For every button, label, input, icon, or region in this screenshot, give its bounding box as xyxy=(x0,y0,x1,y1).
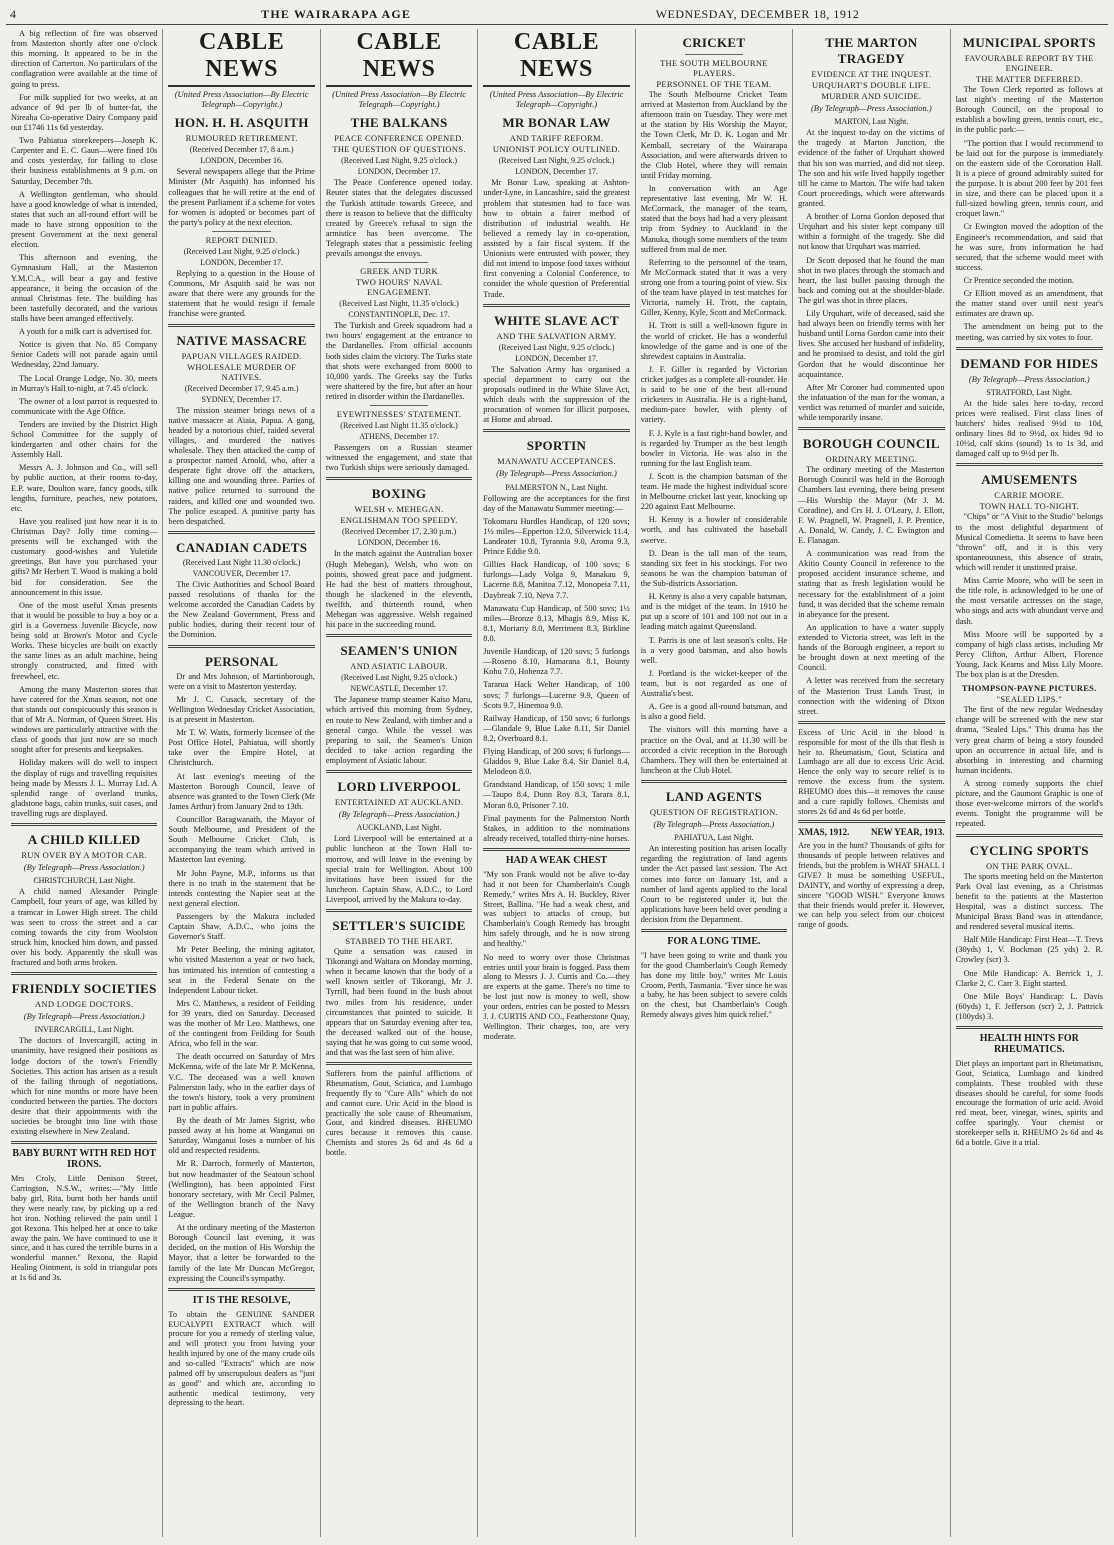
cricket-paragraph: The South Melbourne Cricket Team arrived at Masterton from Auckland by the afternoon train on Tuesday. They were met at the station by His Worship the Mayor, the Town Clerk, Mr D. K. Logan and Mr Kemball, secretary of the Wairarapa Association, and were afterwards driven to the Club Hotel, where they will remain until Friday morning. xyxy=(640,90,788,180)
xmas-right: NEW YEAR, 1913. xyxy=(871,827,945,838)
white-slave-sub: AND THE SALVATION ARMY. xyxy=(496,330,617,341)
report-denied-received: (Received Last Night, 9.25 o'clock.) xyxy=(183,247,300,257)
eyewitness-received: (Received Last Night 11.35 o'clock.) xyxy=(340,421,458,431)
seamens-union-title: SEAMEN'S UNION xyxy=(340,643,458,659)
land-agents-text: An interesting position has arisen locally regarding the registration of land agents under the Act passed last session. The Act comes into force on January 1st, and a number of land agents applied to the local Court to be registered under it, but the applications have been held over pending a decision from the Department. xyxy=(640,844,788,924)
divider xyxy=(326,477,472,480)
race-entry: Gillies Hack Handicap, of 100 sovs; 6 furlongs—Lady Volga 9, Manakau 9, Lacerne 8.8, Manitoa 7.12, Monopeia 7.11, Daybreak 7.10, Neva 7.7. xyxy=(483,560,630,600)
news-paragraph: Two Pahiatua storekeepers—Joseph K. Carpenter and E. C. Gaun—were fined 10s and costs yesterday, for failing to close their business establishments at 9 p.m. on Saturday, December 7th. xyxy=(11,136,158,186)
balkans-sub1: PEACE CONFERENCE OPENED. xyxy=(334,133,464,144)
cycling-sub: ON THE PARK OVAL. xyxy=(985,860,1073,871)
divider xyxy=(956,834,1103,837)
divider xyxy=(370,405,429,406)
cable-news-credit: (United Press Association—By Electric Telegraph—Copyright.) xyxy=(489,89,624,110)
race-intro: Following are the acceptances for the first day of the Manawatu Summer meeting:— xyxy=(483,493,630,513)
column-2 xyxy=(163,29,320,1537)
white-slave-title: WHITE SLAVE ACT xyxy=(494,312,619,328)
cable-news-credit: (United Press Association—By Electric Telegraph—Copyright.) xyxy=(174,89,309,110)
curtis-advert: No need to worry over those Christmas entries until your brain is fogged. Pass them along to Messrs J. J. Curtis and Co.—they are experts at the game. There's no time to be lost just now is money to well, show your orders, entries can be posted to Messrs J. J. CURTIS AND CO., Featherstone Quay, Wellington. Their charges, too, are very moderate. xyxy=(483,952,630,1041)
sporting-title: SPORTIN xyxy=(526,438,587,454)
marton-paragraph: After Mr Coroner had commented upon the infatuation of the man for the woman, a verdict was returned of murder and suicide, while temporarily insane. xyxy=(798,382,945,423)
friendly-societies-sub: AND LODGE DOCTORS. xyxy=(34,999,134,1010)
municipal-sports-sub1: FAVOURABLE REPORT BY THE ENGINEER. xyxy=(964,53,1094,73)
settlers-suicide-sub: STABBED TO THE HEART. xyxy=(345,936,453,947)
news-paragraph: A youth for a milk cart is advertised for. xyxy=(19,327,152,337)
personal-item: Mr R. Darroch, formerly of Masterton, but now headmaster of the Seatoun school (Wellington), has been appointed First honorary secretary, with Mr Cecil Palmer, of the Wellington branch of the Navy League. xyxy=(168,1159,315,1220)
personal-item: Councillor Baragwanath, the Mayor of South Melbourne, and President of the South Melbourne Cricket Club, is accompanying the team which arrived in Masterton last evening. xyxy=(168,814,315,865)
race-entry: Tararua Hack Welter Handicap, of 100 sovs; 7 furlongs—Lucerne 9.9, Queen of Scots 9.7, Hinemoa 9.0. xyxy=(483,680,630,710)
balkans-received: (Received Last Night, 9.25 o'clock.) xyxy=(341,156,457,166)
personal-item: Passengers by the Makura included Captain Shaw, A.D.C., who joins the Governor's Staff. xyxy=(168,911,315,942)
masthead xyxy=(6,4,1108,25)
cricket-paragraph: J. Portland is the wicket-keeper of the team, but is not regarded as one of Australia's best. xyxy=(640,668,788,699)
boxing-sub1: WELSH v. MEHEGAN. xyxy=(354,504,444,515)
news-paragraph: For milk supplied for two weeks, at an advance of 9d per lb of butter-fat, the Nireaha Co-operative Dairy Company paid out £1746 11s 6d yesterday. xyxy=(11,92,158,132)
borough-paragraph: A letter was received from the secretary of the Masterton Trust Lands Trust, in connection with the widening of Dixon street. xyxy=(798,676,945,716)
bonar-law-text: Mr Bonar Law, speaking at Ashton-under-Lyne, in Lancashire, said the greatest problem that statesmen had to face was how to obtain a fairer method of distribution of industrial wealth. He believed a remedy lay in co-operation, assisted by a fair fiscal system. If the Unionists were entrusted with power, they did not intend to impose food taxes without first convening a Colonial Conference, to consider the whole question of Preferential Trade. xyxy=(483,178,630,299)
column-6 xyxy=(793,29,950,1537)
sporting-sub: MANAWATU ACCEPTANCES. xyxy=(497,456,616,467)
municipal-sports-body xyxy=(956,85,1103,343)
municipal-sports-sub2: THE MATTER DEFERRED. xyxy=(975,74,1083,84)
rheumo-advert: Excess of Uric Acid in the blood is responsible for most of the ills that flesh is heir to. Rheumatism, Gout, Sciatica and Lumbago are all due to excess Uric Acid. Hence the only way to secure relief is to remove the excess from the system. RHEUMO does this—it removes the cause and a cure rapidly follows. Chemists and stores 2s 6d and 4s 6d per bottle. xyxy=(798,727,945,816)
personal-item: Mr John Payne, M.P., informs us that there is no truth in the statement that he intends contesting the Napier seat at the next general election. xyxy=(168,868,315,908)
amusements-sub1: CARRIE MOORE. xyxy=(994,490,1065,501)
hides-dateline: STRATFORD, Last Night. xyxy=(986,387,1073,397)
column-4 xyxy=(478,29,635,1537)
divider xyxy=(370,262,429,263)
sporting-credit: (By Telegraph—Press Association.) xyxy=(496,468,617,479)
asquith-text: Several newspapers allege that the Prime Minister (Mr Asquith) has informed his colleagues that he will retire at the end of the present Parliament if a scheme for votes for women is adopted or becomes part of the party's policy at the next election. xyxy=(168,167,315,227)
municipal-paragraph: The amendment on being put to the meeting, was carried by six votes to four. xyxy=(955,322,1103,342)
land-agents-title: LAND AGENTS xyxy=(665,789,762,804)
news-paragraph: This afternoon and evening, the Gymnasium Hall, at the Masterton Y.M.C.A., will bear a gay and festive appearance, it being the occasion of the annual Christmas fete. The building has been tastefully decorated, and the various stalls have been arranged effectively. xyxy=(11,253,158,323)
borough-paragraph: An application to have a water supply extended to Victoria street, was left in the hands of the Borough engineer, a report to be brought down at next meeting of the Council. xyxy=(798,622,945,673)
race-entry: Grandstand Handicap, of 150 sovs; 1 mile—Taupo 8.4, Dunn Roy 8.3, Tarara 8.1, Moran 8.0, Prisoner 7.10. xyxy=(483,780,630,810)
cricket-paragraph: D. Dean is the tall man of the team, standing six feet in his stockings. For two seasons he was the champion batsman of the Sub-districts Association. xyxy=(640,548,788,589)
divider xyxy=(956,347,1103,350)
personal-item: Mr Peter Beeling, the mining agitator, who visited Masterton a year or two back, has intimated his intention of contesting a seat in the Federal Senate on the Independent Labour ticket. xyxy=(168,945,315,995)
borough-council-title: BOROUGH COUNCIL xyxy=(802,436,940,452)
municipal-paragraph: The Town Clerk reported as follows at last night's meeting of the Masterton Borough Council, on the proposal to establish a bowling green, tennis court, etc., in the public park:— xyxy=(955,85,1103,135)
news-paragraph: Notice is given that No. 85 Company Senior Cadets will not parade again until Wednesday, 22nd January. xyxy=(11,340,158,370)
amusements-body xyxy=(956,512,1103,680)
asquith-received: (Received December 17, 8 a.m.) xyxy=(189,145,294,155)
race-entry: Juvenile Handicap, of 120 sovs; 5 furlongs—Roseno 8.10, Hamarana 8.1, Bounty Kohu 7.0, Hohenza 7.7. xyxy=(483,647,630,677)
column-7 xyxy=(951,29,1108,1537)
weak-chest-text: "My son Frank would not be alive to-day had it not been for Chamberlain's Cough Remedy," writes Mrs A. H. Buckley, River Street, Ballina. "He had a weak chest, and was subject to attacks of croup, but Chamberlain's Cough Remedy has brought him safely through, and he is now strong and healthy." xyxy=(483,870,630,948)
personal-item: The death occurred on Saturday of Mrs McKenna, wife of the late Mr P. McKenna, V.C. The deceased was a well known Palmerston lady, who in the earlier days of the town's history, took a very prominent part in public affairs. xyxy=(168,1052,315,1112)
divider xyxy=(326,770,472,773)
report-denied-title: REPORT DENIED. xyxy=(205,235,278,246)
baby-burnt-text: Mrs Croly, Little Denison Street, Carrington, N.S.W., writes:—"My little baby girl, Rita, burnt both her hands until they were nearly raw, by picking up a red hot iron. Nothing relieved the pain until I got Rexona. This helped her at once to take away the pain. We have continued to use it since, and it has cured the terrible burns in a wonderful manner." Rexona, the Rapid Healing Ointment, is sold in triangular pots at 1s 6d and 3s. xyxy=(11,1174,158,1282)
child-killed-sub: RUN OVER BY A MOTOR CAR. xyxy=(21,850,148,861)
eyewitness-dateline: ATHENS, December 17. xyxy=(359,432,439,442)
marton-paragraph: Lily Urquhart, wife of deceased, said she had always been on friendly terms with her husband until Lorna Gordon came into their lives. She accused her husband of infidelity, and he promised to desist, and told the girl Gordon that he would discontinue her acquaintance. xyxy=(798,309,945,379)
balkans-title: THE BALKANS xyxy=(350,115,448,131)
long-time-text: "I have been going to write and thank you for the good Chamberlain's Cough Remedy has done my little boy," writes Mr Louis Croom, Perth, Tasmania. "Ever since he was a baby, he has been subject to severe colds on the chest, but Chamberlain's Cough Remedy always gives him quick relief." xyxy=(640,951,788,1020)
cycling-paragraph: Half Mile Handicap: First Heat—T. Trevs (30yds) 1, V. Bockman (25 yds) 2. R. Crowley (scr) 3. xyxy=(955,935,1103,965)
divider xyxy=(212,231,271,232)
asquith-sub: RUMOURED RETIREMENT. xyxy=(185,133,298,144)
cable-news-credit: (United Press Association—By Electric Telegraph—Copyright.) xyxy=(332,89,466,110)
friendly-societies-dateline: INVERCARGILL, Last Night. xyxy=(34,1025,134,1035)
race-list xyxy=(483,494,629,845)
thompson-sub: "SEALED LIPS." xyxy=(996,694,1062,705)
news-paragraph: A Wellington gentleman, who should have a good knowledge of what is intended, states that such an all-round effort will be made to have strong opposition to the present Government at the next general election. xyxy=(11,189,158,250)
canadian-cadets-dateline: VANCOUVER, December 17. xyxy=(192,568,291,578)
personal-title: PERSONAL xyxy=(205,653,279,669)
thompson-paragraph: The first of the new regular Wednesday change will be screened with the new star drama, "Sealed Lips." This drama has the very great charm of being a story founded upon an occurrence in actual life, and is absorbing in interesting and charming human incidents. xyxy=(955,705,1103,775)
native-massacre-dateline: SYDNEY, December 17. xyxy=(201,394,282,404)
white-slave-dateline: LONDON, December 17. xyxy=(515,353,598,363)
divider xyxy=(11,972,157,975)
borough-council-body xyxy=(798,465,944,717)
news-paragraph: Messrs A. J. Johnson and Co., will sell by public auction, at their rooms to-day, E.P. ware, Doulton ware, fancy goods, silk lengths, furniture, peaches, new potatoes, etc. xyxy=(11,463,158,513)
divider xyxy=(326,909,472,912)
greek-turk-text: The Turkish and Greek squadrons had a two hours' engagement at the entrance to the Dardanelles. From official accounts both sides claim the victory. The Turks state that shots were exchanged from 8000 to 10,000 yards. The Greeks say the Turks were shattered by the fire, but after an hour retired in disorder within the Dardanelles. xyxy=(325,321,473,402)
cricket-paragraph: F. J. Kyle is a fast right-hand bowler, and is regarded by Trumper as the best length bowler in Victoria. He was also in the running for the last English team. xyxy=(640,428,788,468)
cycling-paragraph: The sports meeting held on the Masterton Park Oval last evening, as a Christmas benefit to the patients at the Masterton Hospital, was a distinct success. The Municipal Brass Band was in attendance, and rendered several musical items. xyxy=(955,871,1103,932)
cricket-paragraph: J. Scott is the champion batsman of the team. He made the highest individual score in Melbourne cricket last year, knocking up 220 against East Melbourne. xyxy=(640,471,788,512)
health-hints-title: HEALTH HINTS FOR RHEUMATICS. xyxy=(979,1033,1079,1056)
divider xyxy=(11,823,157,826)
settlers-suicide-title: SETTLER'S SUICIDE xyxy=(332,918,466,934)
hides-text: At the hide sales here to-day, record prices were realised. First class lines of butchers' hides realised 9½d to 10d, ordinary lines 8d to 9½d, ox hides 9d to 10½d, calf skins (sound) 1s to 1s 3d, and damaged calf up to 9½d per lb. xyxy=(955,398,1103,459)
divider xyxy=(641,929,787,932)
divider xyxy=(798,820,944,823)
masthead-title: THE WAIRARAPA AGE xyxy=(261,6,412,21)
marton-paragraph: A brother of Lorna Gordon deposed that Urquhart and his sister kept company till within a fortnight of the tragedy. She did not know that Urquhart was married. xyxy=(798,212,945,252)
friendly-societies-title: FRIENDLY SOCIETIES xyxy=(11,981,157,997)
cricket-paragraph: A. Gee is a good all-round batsman, and is also a good field. xyxy=(640,702,788,722)
cricket-body xyxy=(641,90,787,776)
white-slave-text: The Salvation Army has organised a special department to carry out the proposals outlined in the White Slave Act, which deals with the suppression of the procuration of women for illicit purposes, at Home and abroad. xyxy=(483,364,630,425)
cricket-paragraph: H. Kenny is a bowler of considerable worth, and has cultivated the baseball swerve. xyxy=(640,515,788,545)
seamens-union-dateline: NEWCASTLE, December 17. xyxy=(350,684,448,694)
native-massacre-sub1: PAPUAN VILLAGES RAIDED. xyxy=(181,350,302,361)
asquith-title: HON. H. H. ASQUITH xyxy=(174,115,309,131)
lord-liverpool-sub: ENTERTAINED AT AUCKLAND. xyxy=(334,797,464,808)
land-agents-dateline: PAHIATUA, Last Night. xyxy=(674,833,754,843)
hides-title: DEMAND FOR HIDES xyxy=(960,355,1099,371)
news-paragraph: One of the most useful Xmas presents that it would be possible to buy a boy or a girl is a Governess Juvenile Bicycle, now being sold at Brown's Motor and Cycle Works. These bicycles are built on exactly the same lines as an adult machine, being strongly constructed, and fitted with freewheel, etc. xyxy=(11,600,158,681)
cycling-paragraph: One Mile Handicap: A. Berrick 1, J. Clarke 2, C. Carr 3. Eight started. xyxy=(955,968,1103,988)
personal-item: At the ordinary meeting of the Masterton Borough Council last evening, it was decided, on the motion of His Worship the Mayor, that a letter be forwarded to the family of the late Mr Duncan McGregor, expressing the Council's sympathy. xyxy=(168,1223,315,1283)
amusements-title: AMUSEMENTS xyxy=(981,472,1078,488)
marton-tragedy-sub2: URQUHART'S DOUBLE LIFE. xyxy=(812,80,931,90)
amusements-paragraph: "Chips" or "A Visit to the Studio" belongs to the most delightful department of Musical Comedietta. It seems to have been "thrown" off, and it is this very spontaneousness, this absence of strain, which will render it unstinted praise. xyxy=(955,512,1103,573)
asquith-dateline: LONDON, December 16. xyxy=(200,156,283,166)
report-denied-dateline: LONDON, December 17. xyxy=(200,258,283,268)
personal-item: Mr T. W. Watts, formerly licensee of the Post Office Hotel, Pahiatua, will shortly take over the Empire Hotel, at Christchurch. xyxy=(168,728,315,768)
borough-paragraph: A communication was read from the Akitio County Council in reference to the proposed accident insurance scheme, and stating that as fresh legislation would be necessary for the establishment of a joint fund, it was decided that the scheme remain in abeyance for the present. xyxy=(798,549,945,619)
personal-item: Mr J. C. Cusack, secretary of the Wellington Wednesday Cricket Association, is at present in Masterton. xyxy=(168,694,315,724)
child-killed-dateline: CHRISTCHURCH, Last Night. xyxy=(33,876,136,886)
cricket-paragraph: Referring to the personnel of the team, Mr McCormack stated that it was a very strong one from a touring point of view. Six of the team have played in test matches for Victoria, namely H. Trott, the captain, Giller, Kenny, Kyle, Scott and McCormack. xyxy=(640,257,788,318)
news-paragraph: A big reflection of fire was observed from Masterton shortly after one o'clock this morning. It appeared to be in the direction of Carterton. No particulars of the conflagration were available at the time of going to press. xyxy=(11,29,158,89)
boxing-received: (Received December 17, 2.30 p.m.) xyxy=(341,527,457,537)
child-killed-credit: (By Telegraph—Press Association.) xyxy=(23,862,145,873)
report-denied-text: Replying to a question in the House of Commons, Mr Asquith said he was not aware that there were any grounds for the statement that he would resign if female franchise were granted. xyxy=(168,269,315,319)
divider xyxy=(685,54,744,55)
municipal-paragraph: Cr Ewington moved the adoption of the Engineer's recommendation, and said that he was sure, from information he had secured, that the scheme would meet with success. xyxy=(955,222,1103,272)
lord-liverpool-credit: (By Telegraph—Press Association.) xyxy=(338,809,460,820)
boxing-title: BOXING xyxy=(371,486,427,502)
canadian-cadets-text: The Civic Authorities and School Board passed resolutions of thanks for the welcome accorded the Canadian Cadets by the New Zealand Government, Press and public bodies, during their recent tour of the Dominion. xyxy=(168,579,315,640)
canadian-cadets-title: CANADIAN CADETS xyxy=(176,539,308,555)
weak-chest-title: HAD A WEAK CHEST xyxy=(505,855,608,867)
personal-item: By the death of Mr James Sigrist, who passed away at his home at Wanganui on Saturday, Wanganui loses a number of his old and respected residents. xyxy=(168,1116,315,1156)
news-paragraph: The owner of a lost parrot is requested to communicate with the Age Office. xyxy=(11,396,158,416)
resolve-text: To obtain the GENUINE SANDER EUCALYPTI EXTRACT which will procure for you a remedy of sterling value, and will protect you from having your health injured by one of the many crude oils and so-called "Extracts" which are now palmed off by unscrupulous dealers as "just as good" and which are, according to authentic medical testimony, very depressing to the heart. xyxy=(168,1309,315,1408)
baby-burnt-title: BABY BURNT WITH RED HOT IRONS. xyxy=(12,1148,157,1171)
masthead-page-number: 4 xyxy=(10,6,17,21)
cable-news-banner: CABLE NEWS xyxy=(483,29,629,87)
divider xyxy=(11,1141,157,1144)
divider xyxy=(326,1062,472,1065)
cable-news-banner: CABLE NEWS xyxy=(168,29,314,87)
cycling-paragraph: One Mile Boys' Handicap: L. Davis (60yds) 1, F. Jefferson (scr) 2, J. Pattrick (100yds) 3. xyxy=(955,991,1103,1021)
divider xyxy=(168,645,314,648)
personal-item: Dr and Mrs Johnson, of Martinborough, were on a visit to Masterton yesterday. xyxy=(168,671,315,691)
cricket-paragraph: H. Kenny is also a very capable batsman, and is the midget of the team. In 1910 he put up a score of 101 and 100 not out in a leading match against Queensland. xyxy=(640,592,788,632)
child-killed-text: A child named Alexander Pringle Campbell, four years of age, was killed by a tramcar in Lower High street. The child was seen to cross the street and a car coming towards the city from Woolston struck him, knocked him down, and passed over his body. Apparently the skull was fractured and both arms broken. xyxy=(11,887,158,968)
divider xyxy=(798,721,944,724)
boxing-sub2: ENGLISHMAN TOO SPEEDY. xyxy=(340,515,458,526)
race-entry: Flying Handicap, of 200 sovs; 6 furlongs—Gladdos 9, Blue Lake 8.4, Sir Daniel 8.4, Melodeon 8.0. xyxy=(483,747,630,777)
divider xyxy=(956,463,1103,466)
news-paragraph: Among the many Masterton stores that have catered for the Xmas season, not one that stands out conspicuously this season is that of Mr A. Norman, of Queen Street. His windows are particularly attractive with the class of goods that just now are so much sought after for presents and keepsakes. xyxy=(11,684,158,755)
marton-tragedy-sub1: EVIDENCE AT THE INQUEST. xyxy=(811,69,932,79)
lord-liverpool-text: Lord Liverpool will be entertained at a public luncheon at the Town Hall to-morrow, and will leave in the evening by special train for Wellington. About 100 invitations have been issued for the luncheon. Captain Shaw, A.D.C., to Lord Liverpool, arrived by the Makura to-day. xyxy=(325,834,473,904)
divider xyxy=(168,1288,314,1291)
cricket-sub1: THE SOUTH MELBOURNE PLAYERS. xyxy=(660,58,768,78)
divider xyxy=(483,304,629,307)
cricket-paragraph: H. Trott is still a well-known figure in the world of cricket. He has a wonderful knowledge of the game and is one of the shrewdest captains in Australia. xyxy=(640,321,788,361)
amusements-paragraph: Miss Moore will be supported by a company of high class artists, including Mr Percy Clifton, Arthur Albert, Florence Young, Jack Kearns and Miss Lily Moore. The box plan is at the Dresden. xyxy=(955,629,1103,680)
friendly-societies-credit: (By Telegraph—Press Association.) xyxy=(23,1011,145,1022)
column-3 xyxy=(321,29,478,1537)
greek-turk-dateline: CONSTANTINOPLE, Dec. 17. xyxy=(348,310,450,320)
xmas-left: XMAS, 1912. xyxy=(798,827,850,838)
columns xyxy=(6,29,1108,1537)
cricket-sub2: PERSONNEL OF THE TEAM. xyxy=(656,79,772,89)
boxing-text: In the match against the Australian boxer (Hugh Mehegan), Welsh, who won on points, showed great pace and judgment. He had the best of matters throughout, though he slackened in the eleventh, twelfth, and thirteenth round, when Mehegan was aggressive. Welsh regained his pace in the succeeding round. xyxy=(325,549,473,630)
balkans-text: The Peace Conference opened today. Reuter states that the delegates discussed the Turkish attitude towards Greece, and there is reason to believe that the difficulty created by Greece's refusal to sign the armistice has been overcome. The Telegraph states that a pessimistic feeling prevails amongst the envoys. xyxy=(325,178,473,259)
cricket-paragraph: In conversation with an Age representative last evening, Mr W. H. McCormack, the manager of the team, stated that the boys had had a very pleasant trip from Sydney to Auckland in the Manuka, though some members of the team suffered from mal de mer. xyxy=(640,183,788,254)
marton-tragedy-title: THE MARTON TRAGEDY xyxy=(825,35,918,66)
bonar-law-dateline: LONDON, December 17. xyxy=(515,167,598,177)
land-agents-credit: (By Telegraph—Press Association.) xyxy=(653,819,775,829)
race-entry: Manawatu Cup Handicap, of 500 sovs; 1½ miles—Bronze 8.13, Mhagis 8.9, Miss K. 8.1, Moriarty 8.0, Merriment 8.3, Birkline 8.0. xyxy=(483,603,630,643)
health-hints-text: Diet plays an important part in Rheumatism, Gout, Sciatica, Lumbago and kindred complaints. These troubled with these diseases should be careful, for some foods encourage the formation of uric acid. Avoid red meat, beer, vinegar, wines, spirits and coffee sparingly. Your chemist or storekeeper sells it. RHEUMO 2s 6d and 4s 6d a bottle. Give it a trial. xyxy=(955,1059,1103,1147)
greek-turk-sub: TWO HOURS' NAVAL ENGAGEMENT. xyxy=(355,277,443,298)
eyewitness-text: Passengers on a Russian steamer witnessed the engagement, and state that two Turkish ships were seriously damaged. xyxy=(325,443,473,473)
friendly-societies-text: The doctors of Invercargill, acting in unanimity, have resigned their positions as lodge doctors of the town's Friendly Societies. This action has arisen as a result of the failing through of negotiations, which for nine months or more have been conducted between the parties. The doctors desire that their appointments with the societies be brought into line with those existing elsewhere in New Zealand. xyxy=(11,1036,158,1137)
sporting-dateline: PALMERSTON N., Last Night. xyxy=(505,482,608,492)
bonar-law-received: (Received Last Night, 9.25 o'clock.) xyxy=(498,156,615,166)
seamens-union-text: The Japanese tramp steamer Kaiso Maru, which arrived this morning from Sydney, en route to New Zealand, with timber and a general cargo. While the vessel was preparing to sail, the Seamen's Union decided to take action regarding the employment of Asiatic labour. xyxy=(325,695,473,765)
divider xyxy=(326,634,472,637)
resolve-title: IT IS THE RESOLVE, xyxy=(192,1294,291,1306)
xmas-text: Are you in the hunt? Thousands of gifts for thousands of people between relatives and friends, but the problem is WHAT SHALL I GIVE? It must be something USEFUL, DAINTY, and worthy of expressing a deep, sincere "GOOD WISH." Everyone knows that their friends would prefer it. However, we can help you select from our choicest range of goods. xyxy=(798,841,945,930)
hides-credit: (By Telegraph—Press Association.) xyxy=(968,373,1090,384)
canadian-cadets-received: (Received Last Night 11.30 o'clock.) xyxy=(182,557,301,567)
bonar-law-sub1: AND TARIFF REFORM. xyxy=(509,133,604,144)
municipal-sports-title: MUNICIPAL SPORTS xyxy=(962,35,1096,50)
boxing-dateline: LONDON, December 16. xyxy=(357,538,441,548)
race-entry: Tokomaru Hurdles Handicap, of 120 sovs; 1½ miles—Epperton 12.0, Silverwick 11.4, Landeater 10.8, Tyrannia 9.0, Aroma 9.3, Prince Eddie 9.0. xyxy=(483,516,630,557)
column-5 xyxy=(636,29,793,1537)
cable-news-banner: CABLE NEWS xyxy=(326,29,472,87)
news-paragraph: Holiday makers will do well to inspect the display of rugs and travelling requisites being made by Messrs J. L. Murray Ltd. A splendid range of overland trunks, gladstone bags, cabin trunks, suit cases, and travelling rugs are displayed. xyxy=(11,758,158,818)
native-massacre-title: NATIVE MASSACRE xyxy=(176,332,307,348)
child-killed-title: A CHILD KILLED xyxy=(27,832,141,848)
xmas-header xyxy=(798,827,944,837)
thompson-paragraph: A strong comedy supports the chief picture, and the Gaumont Graphic is one of those ever-welcome mirrors of the world's events. Tonight the programme will be repeated. xyxy=(955,778,1103,829)
land-agents-sub: QUESTION OF REGISTRATION. xyxy=(649,807,778,817)
divider xyxy=(798,427,944,430)
cricket-paragraph: J. F. Giller is regarded by Victorian cricket judges as a complete all-rounder. He is said to be one of the best all-round cricketers in Australia. He is a right-hand, medium-pace bowler, with plenty of variety. xyxy=(640,364,788,425)
marton-tragedy-body xyxy=(798,128,944,423)
cricket-title: CRICKET xyxy=(682,35,746,50)
bonar-law-title: MR BONAR LAW xyxy=(502,115,611,131)
thompson-title: THOMPSON-PAYNE PICTURES. xyxy=(961,683,1097,694)
news-paragraph: Have you realised just how near it is to Christmas Day? Jolly time coming—presents will be exchanged with the customary good-wishes and Yuletide greetings. But have you purchased your gifts? Mr Herbert T. Wood is making a bold bid for consideration. See the announcement in this issue. xyxy=(11,516,158,597)
news-paragraph: The Local Orange Lodge, No. 30, meets in Murray's Hall to-night, at 7.45 o'clock. xyxy=(11,373,158,393)
eyewitness-title: EYEWITNESSES' STATEMENT. xyxy=(336,409,462,420)
settlers-suicide-text: Quite a sensation was caused in Tikorangi and Waitara on Monday morning, when it became known that the body of a well known settler of Tikorangi, Mr J. Tyrrill, had been found in the bush about two miles from his residence, under circumstances that pointed to suicide. It appears that on Saturday evening after tea, the deceased walked out of the house, saying that he was going to cut some wood, and that was the last seen of him alive. xyxy=(325,947,473,1058)
personal-item: At last evening's meeting of the Masterton Borough Council, leave of absence was granted to the Town Clerk (Mr James Arthur) from January 2nd to 13th. xyxy=(168,771,315,811)
seamens-union-sub: AND ASIATIC LABOUR. xyxy=(350,661,448,672)
cricket-paragraph: The visitors will this morning have a practice on the Oval, and at 11.30 will be accorded a civic reception in the Borough Chambers. They will then be entertained at luncheon at the Club Hotel. xyxy=(640,725,788,775)
divider xyxy=(483,848,629,851)
amusements-sub2: TOWN HALL TO-NIGHT. xyxy=(979,501,1079,512)
balkans-dateline: LONDON, December 17. xyxy=(357,167,441,177)
divider xyxy=(168,324,314,327)
white-slave-received: (Received Last Night, 9.25 o'clock.) xyxy=(498,342,615,352)
cricket-paragraph: T. Parris is one of last season's colts. He is a very good batsman, and also bowls well. xyxy=(640,635,788,665)
native-massacre-received: (Received December 17, 9.45 a.m.) xyxy=(184,383,299,393)
greek-turk-received: (Received Last Night, 11.35 o'clock.) xyxy=(339,299,459,309)
marton-paragraph: Dr Scott deposed that he found the man shot in two places through the stomach and heart, the last bullet passing through the back and coming out at the shoulder-blade. The girl was shot in three places. xyxy=(798,255,945,305)
masthead-date: WEDNESDAY, DECEMBER 18, 1912 xyxy=(655,6,860,21)
municipal-paragraph: "The portion that I would recommend to be laid out for the purpose is immediately on the eastern side of the Coronation Hall. It is a piece of ground admirably suited for the purpose. It is about 200 feet by 201 feet in size, and there can be placed upon it a full-sized bowling green, tennis court, and croquet lawn." xyxy=(955,138,1103,219)
bonar-law-sub2: UNIONIST POLICY OUTLINED. xyxy=(492,144,621,155)
municipal-paragraph: Cr Prentice seconded the motion. xyxy=(963,275,1074,285)
divider xyxy=(168,531,314,534)
borough-council-sub: ORDINARY MEETING. xyxy=(825,454,918,465)
personal-item: Mrs C. Matthews, a resident of Feilding for 39 years, died on Saturday. Deceased was the mother of Mr Leo. Matthews, one of the contingent from Feilding for South Africa, who fell in the war. xyxy=(168,998,315,1049)
borough-paragraph: The ordinary meeting of the Masterton Borough Council was held in the Borough Chambers last evening, there being present—His Worship the Mayor (Mr J. M. Coradine), and Crs H. J. O'Leary, J. Ellott, F. W. Pragnell, W. Pragnell, J. P. Prentice, A. Donald, W. Candy, J. C. Ewington and E. Flanagan. xyxy=(798,465,945,546)
marton-tragedy-credit: (By Telegraph—Press Association.) xyxy=(810,103,932,113)
race-entry: Railway Handicap, of 150 sovs; 6 furlongs—Glandale 9, Blue Lake 8.11, Sir Daniel 8.2, Overboard 8.1. xyxy=(483,713,630,743)
news-paragraph: Tenders are invited by the District High School Committee for the supply of kindergarten and other chairs for the Assembly Hall. xyxy=(11,419,158,460)
race-payments: Final payments for the Palmerston North Stakes, in addition to the nominations already received, totalled thirty-nine horses. xyxy=(483,813,630,843)
divider xyxy=(956,1026,1103,1029)
native-massacre-sub2: WHOLESALE MURDER OF NATIVES. xyxy=(187,361,297,382)
municipal-paragraph: Cr Elliott moved as an amendment, that the matter stand over until next year's estimates are drawn up. xyxy=(955,289,1103,319)
divider xyxy=(641,780,787,783)
marton-paragraph: At the inquest to-day on the victims of the tragedy at Marton Junction, the evidence of the father of Urquhart showed that his son was married, and did not sleep. The son and his wife lived happily together till he came to Marton. The wife had taken Court proceedings, which were afterwards granted. xyxy=(798,128,945,208)
column-1 xyxy=(6,29,163,1537)
lord-liverpool-title: LORD LIVERPOOL xyxy=(337,779,461,795)
personal-list xyxy=(168,672,314,1284)
amusements-paragraph: Miss Carrie Moore, who will be seen in the title role, is acknowledged to be one of the most versatile actresses on the stage, who sings and acts with abundant verve and dash. xyxy=(955,576,1103,626)
rheumo-advert: Sufferers from the painful afflictions of Rheumatism, Gout, Sciatica, and Lumbago frequently fly to "Cure Alls" which do not and cannot cure. Uric Acid in the blood is practically the sole cause of Rheumatism, Gout, and kindred diseases. RHEUMO cures because it removes this cause. Chemists and stores 2s 6d and 4s 6d a bottle. xyxy=(325,1069,473,1157)
seamens-union-received: (Received Last Night, 9.25 o'clock.) xyxy=(341,673,457,683)
native-massacre-text: The mission steamer brings news of a native massacre at Aiaia, Papua. A gang, headed by a notorious chief, raided several villages, and murdered the natives wholesale. They then attacked the camp of a prospector named Arnold, who, after a desperate fight drove off the attackers, killing one and wounding three. Parties of native police returned to surround the raiders, and killed one and wounded two. The police escaped. A punitive party has been despatched. xyxy=(168,405,315,526)
cycling-title: CYCLING SPORTS xyxy=(969,842,1089,858)
balkans-sub2: THE QUESTION OF QUESTIONS. xyxy=(332,144,466,155)
greek-turk-title: GREEK AND TURK xyxy=(360,266,438,277)
marton-tragedy-sub3: MURDER AND SUICIDE. xyxy=(821,91,922,101)
local-news-list xyxy=(11,29,157,819)
lord-liverpool-dateline: AUCKLAND, Last Night. xyxy=(356,823,442,833)
long-time-title: FOR A LONG TIME. xyxy=(667,936,761,948)
marton-tragedy-dateline: MARTON, Last Night. xyxy=(834,117,909,127)
divider xyxy=(483,429,629,432)
